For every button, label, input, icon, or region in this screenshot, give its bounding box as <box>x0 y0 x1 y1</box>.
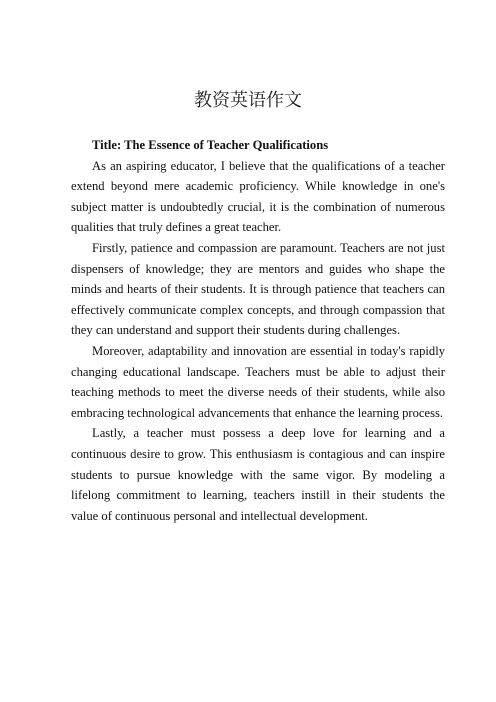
document-heading: 教资英语作文 <box>194 90 302 111</box>
paragraph-1: As an aspiring educator, I believe that the qualifications of a teacher extend beyond mere academic proficiency. While knowledge in one's subject matter is undoubtedly crucial, it is the combination of numerous qualities that truly defines a great teacher. <box>71 158 445 235</box>
paragraph-3: Moreover, adaptability and innovation are essential in today's rapidly changing educational landscape. Teachers must be able to adjust their teaching methods to meet the diverse needs of their students, while also embracing technological advancements that enhance the learning process. <box>71 343 445 420</box>
essay-title: Title: The Essence of Teacher Qualifications <box>92 138 329 152</box>
essay-body <box>71 135 445 526</box>
paragraph-2: Firstly, patience and compassion are paramount. Teachers are not just dispensers of knowledge; they are mentors and guides who shape the minds and hearts of their students. It is through patience that teachers can effectively communicate complex concepts, and through compassion that they can understand and support their students during challenges. <box>71 240 445 338</box>
paragraph-4: Lastly, a teacher must possess a deep love for learning and a continuous desire to grow. This enthusiasm is contagious and can inspire students to pursue knowledge with the same vigor. By modeling a lifelong commitment to learning, teachers instill in their students the value of continuous personal and intellectual development. <box>71 426 445 523</box>
